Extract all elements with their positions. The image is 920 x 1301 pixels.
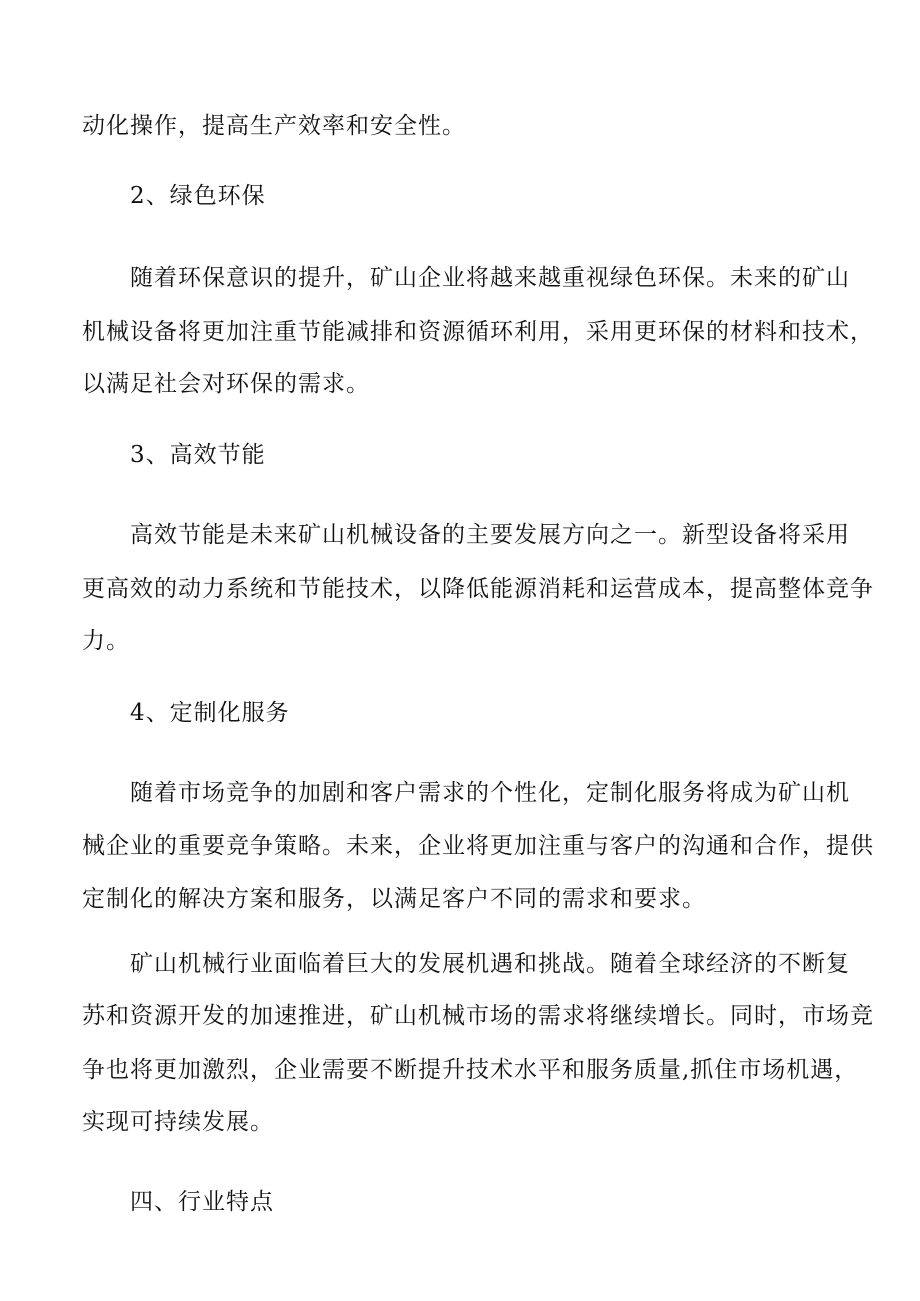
paragraph-line: 苏和资源开发的加速推进，矿山机械市场的需求将继续增长。同时，市场竞 [82,1003,874,1029]
paragraph-line: 实现可持续发展。 [82,1109,274,1135]
paragraph-line: 械企业的重要竞争策略。未来，企业将更加注重与客户的沟通和合作，提供 [82,833,874,859]
carry-over-line: 动化操作，提高生产效率和安全性。 [82,113,466,139]
paragraph-line: 定制化的解决方案和服务，以满足客户不同的需求和要求。 [82,886,706,912]
section-heading-efficiency: 3、高效节能 [130,442,266,468]
paragraph-line: 高效节能是未来矿山机械设备的主要发展方向之一。新型设备将采用 [130,522,850,548]
paragraph-line: 以满足社会对环保的需求。 [82,371,370,397]
paragraph-line: 更高效的动力系统和节能技术，以降低能源消耗和运营成本，提高整体竞争 [82,576,874,602]
section-heading-custom: 4、定制化服务 [130,700,290,726]
paragraph-line: 力。 [82,628,130,654]
paragraph-line: 矿山机械行业面临着巨大的发展机遇和挑战。随着全球经济的不断复 [130,951,850,977]
paragraph-line: 争也将更加激烈，企业需要不断提升技术水平和服务质量,抓住市场机遇， [82,1057,859,1083]
paragraph-line: 机械设备将更加注重节能减排和资源循环利用，采用更环保的材料和技术， [82,319,874,345]
paragraph-line: 随着环保意识的提升，矿山企业将越来越重视绿色环保。未来的矿山 [130,265,850,291]
section-heading-industry-features: 四、行业特点 [130,1189,274,1215]
section-heading-green: 2、绿色环保 [130,183,266,209]
paragraph-line: 随着市场竞争的加剧和客户需求的个性化，定制化服务将成为矿山机 [130,780,850,806]
